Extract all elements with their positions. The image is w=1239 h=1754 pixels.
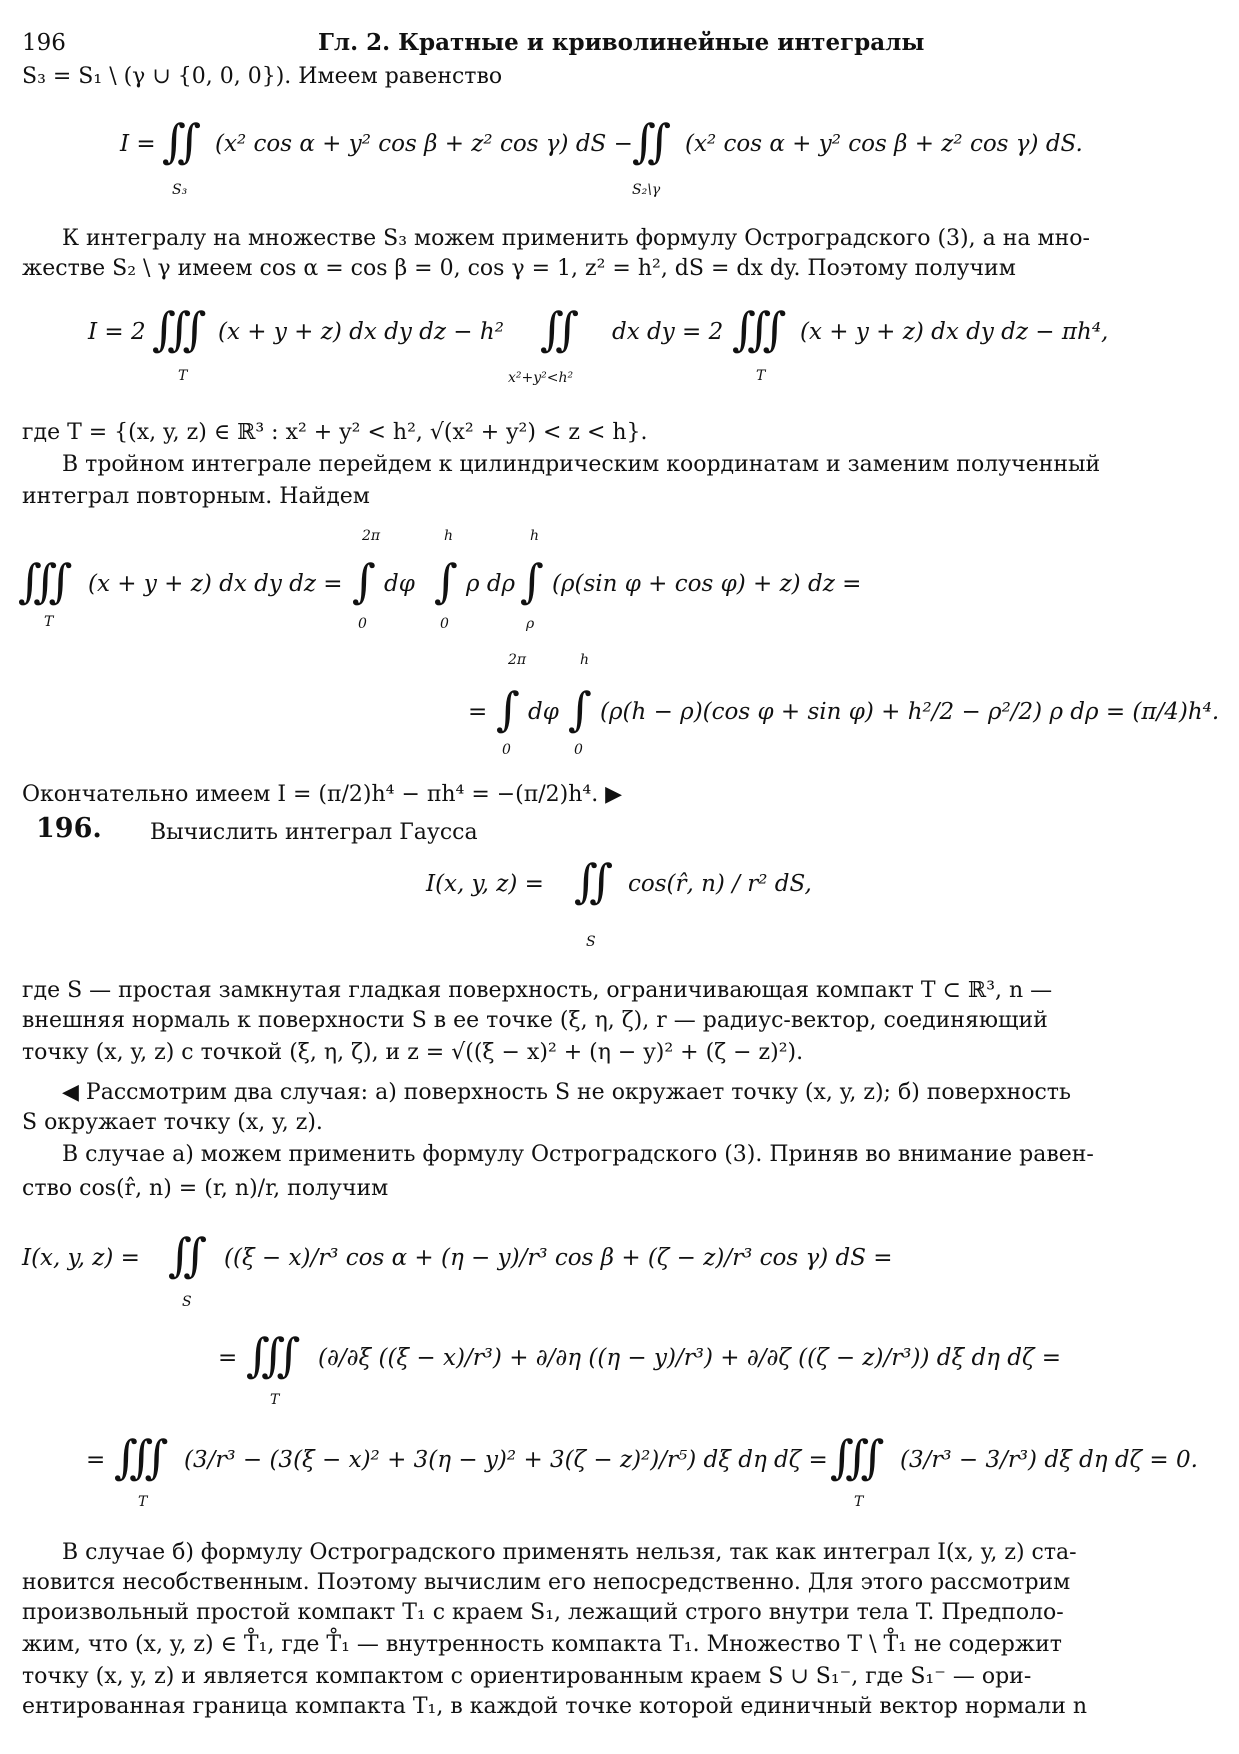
triple-integral-sign: ∭ (830, 1430, 885, 1484)
integral-sign: ∫ (352, 554, 376, 608)
integral-upper-limit: 2π (508, 652, 527, 668)
equation-body: ((ξ − x)/r³ cos α + (η − y)/r³ cos β + (ζ − z)/r³ cos γ) dS = (224, 1245, 893, 1271)
equation-body: (x² cos α + y² cos β + z² cos γ) dS. (685, 131, 1083, 157)
text-line: где S — простая замкнутая гладкая поверхность, ограничивающая компакт T ⊂ ℝ³, n — (22, 978, 1053, 1003)
equation-body: dx dy = 2 (612, 319, 724, 345)
equation-body: dφ (384, 571, 415, 597)
integral-subscript: T (178, 368, 188, 384)
triple-integral-sign: ∭ (152, 302, 207, 356)
equation-body: cos(r̂, n) / r² dS, (628, 871, 812, 897)
text-line: точку (x, y, z) с точкой (ξ, η, ζ), и z = √((ξ − x)² + (η − y)² + (ζ − z)²). (22, 1040, 804, 1065)
equation-body: (x + y + z) dx dy dz = (88, 571, 343, 597)
integral-sign: ∫ (434, 554, 458, 608)
text-line: произвольный простой компакт T₁ с краем S₁, лежащий строго внутри тела T. Предполо- (22, 1600, 1064, 1625)
triple-integral-sign: ∭ (114, 1430, 169, 1484)
triple-integral-sign: ∭ (18, 554, 73, 608)
problem-number: 196. (36, 813, 102, 844)
integral-subscript: T (756, 368, 766, 384)
integral-lower-limit: 0 (502, 742, 511, 758)
equation-label: = (86, 1447, 106, 1473)
text-line: жим, что (x, y, z) ∈ T̊₁, где T̊₁ — внутренность компакта T₁. Множество T \ T̊₁ не содержит (22, 1632, 1062, 1657)
integral-subscript: S₂\γ (632, 182, 661, 198)
integral-lower-limit: 0 (574, 742, 583, 758)
equation-body: (ρ(sin φ + cos φ) + z) dz = (552, 571, 862, 597)
double-integral-sign: ∬ (574, 854, 614, 908)
equation-label: = (218, 1345, 238, 1371)
double-integral-sign: ∬ (540, 302, 580, 356)
text-line: В случае а) можем применить формулу Остроградского (3). Приняв во внимание равен- (62, 1142, 1094, 1167)
integral-lower-limit: T (44, 614, 54, 630)
text-line: Вычислить интеграл Гаусса (150, 820, 478, 845)
equation-body: (3/r³ − 3/r³) dξ dη dζ = 0. (900, 1447, 1198, 1473)
page-number: 196 (22, 30, 66, 56)
integral-upper-limit: h (580, 652, 590, 668)
equation-body: ρ dρ (466, 571, 516, 597)
integral-subscript: x²+y²<h² (508, 370, 574, 386)
integral-subscript: T (138, 1494, 148, 1510)
text-line: внешняя нормаль к поверхности S в ее точке (ξ, η, ζ), r — радиус-вектор, соединяющий (22, 1008, 1048, 1033)
integral-subscript: S (182, 1294, 192, 1310)
equation-body: = (468, 699, 488, 725)
integral-lower-limit: 0 (440, 616, 449, 632)
double-integral-sign: ∬ (168, 1228, 208, 1282)
integral-subscript: S (586, 934, 596, 950)
integral-sign: ∫ (520, 554, 544, 608)
text-line: S окружает точку (x, y, z). (22, 1110, 323, 1135)
text-line: ентированная граница компакта T₁, в каждой точке которой единичный вектор нормали n (22, 1694, 1088, 1719)
integral-subscript: T (270, 1392, 280, 1408)
integral-upper-limit: 2π (362, 528, 381, 544)
chapter-title: Гл. 2. Кратные и криволинейные интегралы (318, 29, 925, 56)
equation-body: dφ (528, 699, 559, 725)
equation-body: (∂/∂ξ ((ξ − x)/r³) + ∂/∂η ((η − y)/r³) + ∂/∂ζ ((ζ − z)/r³)) dξ dη dζ = (318, 1345, 1062, 1371)
integral-lower-limit: ρ (526, 616, 535, 632)
text-line: где T = {(x, y, z) ∈ ℝ³ : x² + y² < h², √(x² + y²) < z < h}. (22, 420, 648, 445)
double-integral-sign: ∬ (632, 114, 672, 168)
text-line: S₃ = S₁ \ (γ ∪ {0, 0, 0}). Имеем равенство (22, 64, 503, 89)
text-line: В случае б) формулу Остроградского применять нельзя, так как интеграл I(x, y, z) ста- (62, 1540, 1077, 1565)
integral-sign: ∫ (568, 682, 592, 736)
integral-upper-limit: h (530, 528, 540, 544)
equation-label: I = (120, 131, 156, 157)
text-line: Окончательно имеем I = (π/2)h⁴ − πh⁴ = −(π/2)h⁴. ▶ (22, 782, 623, 807)
integral-upper-limit: h (444, 528, 454, 544)
equation-label: I(x, y, z) = (22, 1245, 140, 1271)
text-line: В тройном интеграле перейдем к цилиндрическим координатам и заменим полученный (62, 452, 1101, 477)
equation-label: I = 2 (88, 319, 146, 345)
text-line: новится несобственным. Поэтому вычислим его непосредственно. Для этого рассмотрим (22, 1570, 1071, 1595)
equation-body: (3/r³ − (3(ξ − x)² + 3(η − y)² + 3(ζ − z)²)/r⁵) dξ dη dζ = (184, 1447, 828, 1473)
equation-body: (x² cos α + y² cos β + z² cos γ) dS − (215, 131, 633, 157)
integral-subscript: T (854, 1494, 864, 1510)
equation-label: I(x, y, z) = (426, 871, 544, 897)
text-line: точку (x, y, z) и является компактом с ориентированным краем S ∪ S₁⁻, где S₁⁻ — ори- (22, 1664, 1032, 1689)
text-line: ство cos(r̂, n) = (r, n)/r, получим (22, 1176, 389, 1201)
double-integral-sign: ∬ (162, 114, 202, 168)
triple-integral-sign: ∭ (246, 1328, 301, 1382)
text-line: жестве S₂ \ γ имеем cos α = cos β = 0, cos γ = 1, z² = h², dS = dx dy. Поэтому получим (22, 256, 1016, 281)
triple-integral-sign: ∭ (732, 302, 787, 356)
integral-sign: ∫ (496, 682, 520, 736)
equation-body: (x + y + z) dx dy dz − h² (218, 319, 504, 345)
text-line: К интегралу на множестве S₃ можем применить формулу Остроградского (3), а на мно- (62, 226, 1090, 251)
text-line: ◀ Рассмотрим два случая: а) поверхность S не окружает точку (x, y, z); б) поверхность (62, 1080, 1071, 1105)
text-line: интеграл повторным. Найдем (22, 484, 370, 509)
integral-subscript: S₃ (172, 182, 188, 198)
integral-lower-limit: 0 (358, 616, 367, 632)
equation-body: (x + y + z) dx dy dz − πh⁴, (800, 319, 1109, 345)
equation-body: (ρ(h − ρ)(cos φ + sin φ) + h²/2 − ρ²/2) ρ dρ = (π/4)h⁴. (600, 699, 1220, 725)
